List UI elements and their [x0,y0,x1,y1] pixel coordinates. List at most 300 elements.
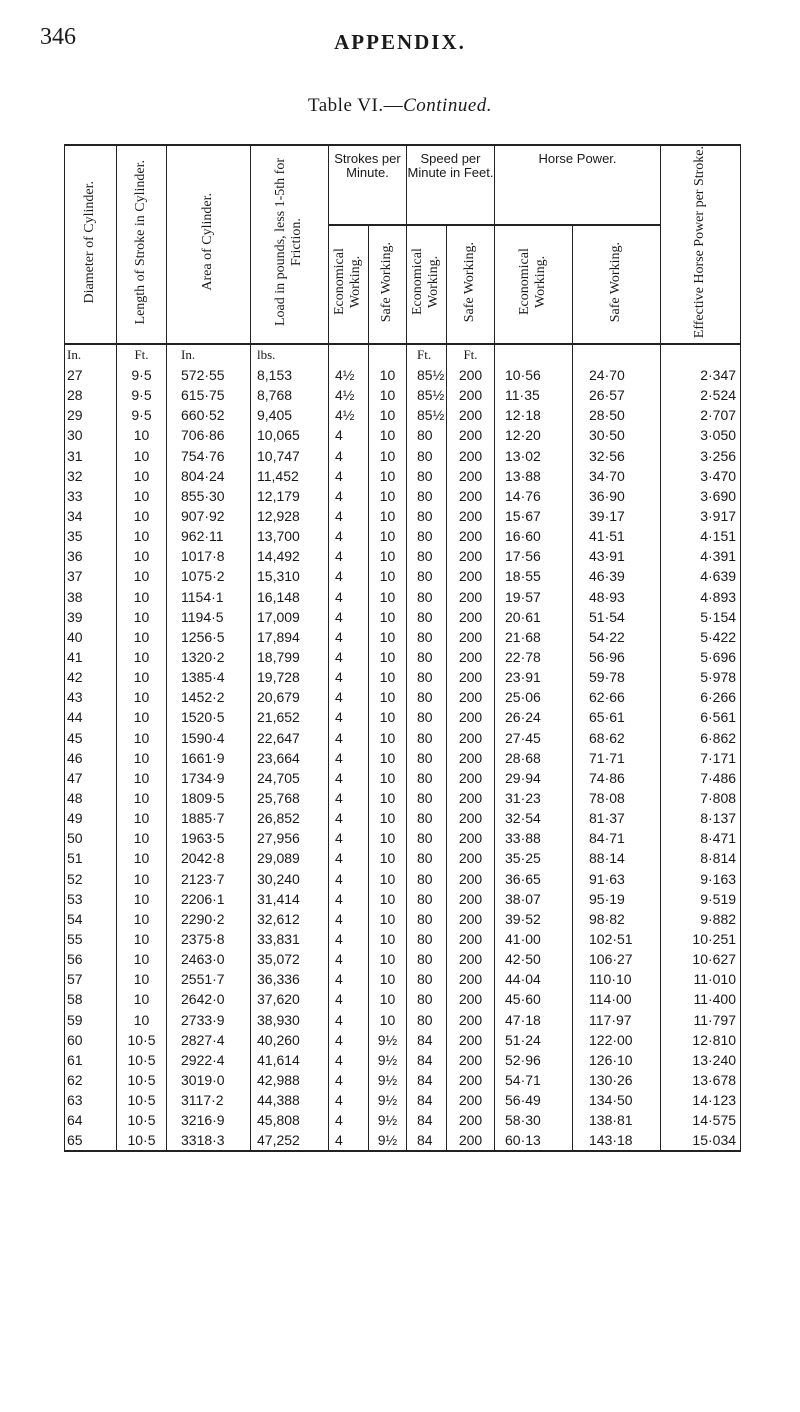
cell-diameter: 30 [65,425,117,445]
cell-effective: 14·575 [661,1110,741,1130]
cell-strokes-economical: 4 [329,1130,369,1151]
header-area-label: Area of Cylinder. [200,193,216,291]
cell-speed-safe: 200 [447,728,495,748]
table-row [65,808,741,828]
cell-effective: 7·808 [661,788,741,808]
table-row [65,627,741,647]
cell-load: 40,260 [251,1030,329,1050]
cell-load: 8,768 [251,385,329,405]
horse-power-table [64,144,741,1152]
cell-length: 9·5 [117,405,167,425]
cell-speed-economical: 85½ [407,385,447,405]
cell-area: 706·86 [167,425,251,445]
cell-load: 36,336 [251,969,329,989]
cell-effective: 8·814 [661,848,741,868]
cell-hp-economical: 11·35 [495,385,573,405]
cell-strokes-safe: 10 [369,728,407,748]
cell-length: 10 [117,989,167,1009]
cell-hp-economical: 47·18 [495,1010,573,1030]
cell-area: 3318·3 [167,1130,251,1151]
cell-hp-safe: 71·71 [573,748,661,768]
cell-length: 10 [117,909,167,929]
cell-area: 1017·8 [167,546,251,566]
cell-strokes-economical: 4 [329,546,369,566]
cell-hp-safe: 130·26 [573,1070,661,1090]
cell-diameter: 39 [65,607,117,627]
cell-diameter: 45 [65,728,117,748]
cell-load: 20,679 [251,687,329,707]
cell-effective: 5·696 [661,647,741,667]
table-row [65,506,741,526]
header-strokes-safe [369,225,407,344]
cell-load: 27,956 [251,828,329,848]
cell-speed-economical: 84 [407,1070,447,1090]
cell-strokes-economical: 4 [329,1010,369,1030]
cell-area: 1256·5 [167,627,251,647]
cell-speed-economical: 80 [407,566,447,586]
cell-speed-safe: 200 [447,768,495,788]
cell-load: 10,747 [251,446,329,466]
cell-area: 1963·5 [167,828,251,848]
cell-hp-safe: 84·71 [573,828,661,848]
header-area [167,145,251,344]
cell-speed-safe: 200 [447,587,495,607]
cell-hp-safe: 102·51 [573,929,661,949]
header-length [117,145,167,344]
cell-hp-safe: 24·70 [573,365,661,385]
unit-speed-safe: Ft. [447,344,495,365]
cell-diameter: 28 [65,385,117,405]
cell-diameter: 34 [65,506,117,526]
cell-strokes-safe: 10 [369,385,407,405]
cell-length: 10·5 [117,1070,167,1090]
cell-speed-economical: 80 [407,647,447,667]
cell-strokes-economical: 4 [329,627,369,647]
header-strokes-group: Strokes per Minute. [329,145,407,225]
cell-diameter: 37 [65,566,117,586]
cell-speed-safe: 200 [447,385,495,405]
cell-strokes-economical: 4 [329,768,369,788]
cell-load: 25,768 [251,788,329,808]
cell-area: 855·30 [167,486,251,506]
table-title [0,95,800,117]
cell-strokes-economical: 4 [329,748,369,768]
cell-diameter: 52 [65,869,117,889]
cell-strokes-safe: 10 [369,848,407,868]
cell-effective: 11·400 [661,989,741,1009]
cell-strokes-safe: 9½ [369,1090,407,1110]
cell-speed-safe: 200 [447,486,495,506]
cell-load: 37,620 [251,989,329,1009]
cell-hp-economical: 58·30 [495,1110,573,1130]
cell-load: 8,153 [251,365,329,385]
cell-hp-safe: 62·66 [573,687,661,707]
cell-speed-safe: 200 [447,425,495,445]
cell-area: 962·11 [167,526,251,546]
table-row [65,667,741,687]
cell-speed-economical: 80 [407,607,447,627]
header-speed-economical-label: Economical Working. [410,248,442,316]
table-row [65,889,741,909]
cell-strokes-safe: 10 [369,587,407,607]
cell-effective: 12·810 [661,1030,741,1050]
cell-speed-economical: 80 [407,707,447,727]
table-row [65,1130,741,1151]
header-diameter-label: Diameter of Cylinder. [82,180,98,304]
cell-diameter: 49 [65,808,117,828]
cell-strokes-safe: 10 [369,425,407,445]
cell-load: 26,852 [251,808,329,828]
table-row [65,969,741,989]
cell-diameter: 55 [65,929,117,949]
cell-hp-economical: 32·54 [495,808,573,828]
cell-strokes-safe: 10 [369,808,407,828]
cell-effective: 2·347 [661,365,741,385]
cell-hp-economical: 26·24 [495,707,573,727]
cell-hp-economical: 17·56 [495,546,573,566]
cell-speed-safe: 200 [447,808,495,828]
table-title-continued: Continued. [403,95,493,116]
table-row [65,1050,741,1070]
cell-hp-economical: 13·88 [495,466,573,486]
unit-area: In. [167,344,251,365]
cell-hp-safe: 122·00 [573,1030,661,1050]
cell-speed-safe: 200 [447,566,495,586]
running-head: APPENDIX. [334,30,466,54]
table-row [65,466,741,486]
cell-speed-economical: 80 [407,546,447,566]
cell-speed-economical: 80 [407,526,447,546]
cell-area: 804·24 [167,466,251,486]
cell-area: 2042·8 [167,848,251,868]
cell-speed-economical: 80 [407,466,447,486]
cell-hp-safe: 41·51 [573,526,661,546]
header-speed-group: Speed per Minute in Feet. [407,145,495,225]
cell-length: 10 [117,889,167,909]
cell-length: 10 [117,647,167,667]
cell-hp-safe: 68·62 [573,728,661,748]
cell-speed-safe: 200 [447,748,495,768]
cell-speed-safe: 200 [447,828,495,848]
data-table-container [64,144,740,1152]
cell-hp-economical: 44·04 [495,969,573,989]
table-row [65,486,741,506]
cell-length: 10 [117,929,167,949]
cell-strokes-economical: 4 [329,667,369,687]
cell-load: 44,388 [251,1090,329,1110]
cell-length: 10 [117,566,167,586]
cell-effective: 3·917 [661,506,741,526]
cell-hp-safe: 48·93 [573,587,661,607]
cell-strokes-economical: 4½ [329,365,369,385]
table-row [65,909,741,929]
table-row [65,869,741,889]
cell-strokes-safe: 10 [369,566,407,586]
cell-strokes-economical: 4 [329,929,369,949]
cell-speed-safe: 200 [447,1010,495,1030]
cell-strokes-economical: 4 [329,466,369,486]
cell-speed-safe: 200 [447,667,495,687]
cell-strokes-safe: 10 [369,506,407,526]
table-body [65,344,741,1151]
cell-speed-economical: 80 [407,667,447,687]
cell-strokes-economical: 4 [329,828,369,848]
cell-speed-economical: 84 [407,1110,447,1130]
cell-effective: 9·519 [661,889,741,909]
cell-area: 1452·2 [167,687,251,707]
cell-hp-safe: 114·00 [573,989,661,1009]
cell-strokes-economical: 4 [329,728,369,748]
cell-strokes-economical: 4 [329,647,369,667]
cell-hp-safe: 39·17 [573,506,661,526]
cell-length: 10 [117,466,167,486]
cell-hp-economical: 29·94 [495,768,573,788]
cell-length: 10 [117,748,167,768]
cell-hp-safe: 30·50 [573,425,661,445]
table-row [65,748,741,768]
cell-strokes-economical: 4 [329,949,369,969]
cell-effective: 7·486 [661,768,741,788]
cell-speed-economical: 80 [407,687,447,707]
cell-effective: 6·266 [661,687,741,707]
cell-strokes-economical: 4 [329,1110,369,1130]
cell-diameter: 53 [65,889,117,909]
cell-diameter: 40 [65,627,117,647]
cell-diameter: 60 [65,1030,117,1050]
cell-effective: 15·034 [661,1130,741,1151]
header-length-label: Length of Stroke in Cylinder. [133,159,149,325]
cell-diameter: 63 [65,1090,117,1110]
cell-effective: 2·524 [661,385,741,405]
cell-strokes-economical: 4 [329,989,369,1009]
cell-hp-economical: 60·13 [495,1130,573,1151]
cell-area: 2463·0 [167,949,251,969]
header-strokes-safe-label: Safe Working. [379,241,395,323]
cell-strokes-safe: 10 [369,828,407,848]
cell-speed-safe: 200 [447,506,495,526]
cell-strokes-safe: 10 [369,365,407,385]
cell-effective: 6·561 [661,707,741,727]
cell-strokes-economical: 4 [329,1090,369,1110]
cell-hp-economical: 27·45 [495,728,573,748]
cell-strokes-safe: 10 [369,667,407,687]
cell-hp-safe: 51·54 [573,607,661,627]
cell-strokes-economical: 4 [329,707,369,727]
cell-length: 10 [117,607,167,627]
cell-speed-economical: 84 [407,1090,447,1110]
cell-load: 30,240 [251,869,329,889]
cell-length: 10 [117,627,167,647]
table-row [65,707,741,727]
table-row [65,446,741,466]
table-row [65,728,741,748]
cell-hp-safe: 43·91 [573,546,661,566]
cell-effective: 4·391 [661,546,741,566]
cell-speed-economical: 80 [407,989,447,1009]
cell-strokes-economical: 4 [329,788,369,808]
cell-length: 10 [117,546,167,566]
cell-hp-safe: 88·14 [573,848,661,868]
cell-hp-economical: 12·18 [495,405,573,425]
cell-speed-economical: 80 [407,587,447,607]
cell-diameter: 58 [65,989,117,1009]
cell-length: 9·5 [117,385,167,405]
cell-strokes-economical: 4 [329,1050,369,1070]
cell-diameter: 29 [65,405,117,425]
cell-load: 31,414 [251,889,329,909]
cell-diameter: 61 [65,1050,117,1070]
cell-area: 1734·9 [167,768,251,788]
cell-strokes-safe: 10 [369,869,407,889]
cell-effective: 3·050 [661,425,741,445]
cell-diameter: 41 [65,647,117,667]
table-row [65,768,741,788]
cell-effective: 5·422 [661,627,741,647]
cell-speed-economical: 84 [407,1130,447,1151]
cell-diameter: 38 [65,587,117,607]
page-number: 346 [40,24,76,50]
cell-strokes-safe: 9½ [369,1110,407,1130]
cell-hp-economical: 20·61 [495,607,573,627]
cell-diameter: 65 [65,1130,117,1151]
cell-strokes-safe: 10 [369,466,407,486]
cell-area: 3117·2 [167,1090,251,1110]
cell-diameter: 46 [65,748,117,768]
cell-area: 2290·2 [167,909,251,929]
cell-effective: 13·678 [661,1070,741,1090]
cell-speed-safe: 200 [447,446,495,466]
cell-hp-economical: 54·71 [495,1070,573,1090]
cell-strokes-safe: 10 [369,546,407,566]
cell-effective: 4·639 [661,566,741,586]
cell-area: 1590·4 [167,728,251,748]
cell-strokes-economical: 4 [329,446,369,466]
cell-effective: 3·470 [661,466,741,486]
cell-strokes-safe: 9½ [369,1030,407,1050]
table-row [65,647,741,667]
header-speed-safe-label: Safe Working. [462,241,478,323]
table-row [65,828,741,848]
cell-strokes-safe: 10 [369,1010,407,1030]
cell-hp-economical: 35·25 [495,848,573,868]
cell-effective: 4·893 [661,587,741,607]
cell-diameter: 54 [65,909,117,929]
table-row [65,405,741,425]
cell-strokes-safe: 10 [369,687,407,707]
cell-length: 10 [117,1010,167,1030]
cell-effective: 5·154 [661,607,741,627]
header-effective-label: Effective Horse Power per Stroke. [692,145,708,339]
header-diameter [65,145,117,344]
cell-speed-safe: 200 [447,929,495,949]
cell-diameter: 64 [65,1110,117,1130]
cell-length: 10 [117,808,167,828]
cell-strokes-safe: 9½ [369,1070,407,1090]
cell-load: 18,799 [251,647,329,667]
cell-hp-safe: 28·50 [573,405,661,425]
cell-speed-economical: 85½ [407,405,447,425]
cell-speed-safe: 200 [447,707,495,727]
cell-effective: 14·123 [661,1090,741,1110]
cell-length: 10 [117,728,167,748]
cell-effective: 3·690 [661,486,741,506]
cell-speed-economical: 80 [407,969,447,989]
cell-strokes-safe: 10 [369,768,407,788]
cell-hp-economical: 25·06 [495,687,573,707]
cell-effective: 8·137 [661,808,741,828]
cell-length: 10·5 [117,1050,167,1070]
table-row [65,848,741,868]
header-effective [661,145,741,344]
cell-hp-safe: 36·90 [573,486,661,506]
cell-speed-safe: 200 [447,1130,495,1151]
cell-load: 29,089 [251,848,329,868]
header-strokes-economical-label: Economical Working. [332,248,364,316]
cell-diameter: 44 [65,707,117,727]
cell-strokes-safe: 10 [369,707,407,727]
cell-effective: 5·978 [661,667,741,687]
cell-length: 10·5 [117,1090,167,1110]
cell-length: 10·5 [117,1030,167,1050]
unit-diameter: In. [65,344,117,365]
table-row [65,949,741,969]
table-row [65,365,741,385]
cell-speed-safe: 200 [447,405,495,425]
cell-length: 10 [117,446,167,466]
cell-load: 47,252 [251,1130,329,1151]
cell-speed-safe: 200 [447,1110,495,1130]
table-header [65,145,741,344]
cell-strokes-safe: 10 [369,949,407,969]
cell-strokes-economical: 4 [329,486,369,506]
cell-speed-safe: 200 [447,909,495,929]
cell-length: 10 [117,828,167,848]
cell-diameter: 27 [65,365,117,385]
cell-area: 3216·9 [167,1110,251,1130]
cell-strokes-economical: 4 [329,526,369,546]
cell-strokes-economical: 4 [329,425,369,445]
cell-hp-economical: 31·23 [495,788,573,808]
header-load-label: Load in pounds, less 1-5th for Friction. [273,158,305,326]
cell-speed-economical: 80 [407,506,447,526]
cell-load: 38,930 [251,1010,329,1030]
cell-hp-economical: 28·68 [495,748,573,768]
cell-hp-safe: 56·96 [573,647,661,667]
cell-speed-safe: 200 [447,647,495,667]
cell-speed-safe: 200 [447,1030,495,1050]
cell-speed-safe: 200 [447,546,495,566]
cell-speed-safe: 200 [447,627,495,647]
cell-length: 9·5 [117,365,167,385]
cell-hp-safe: 126·10 [573,1050,661,1070]
cell-load: 35,072 [251,949,329,969]
cell-length: 10 [117,788,167,808]
cell-hp-safe: 143·18 [573,1130,661,1151]
cell-load: 19,728 [251,667,329,687]
cell-strokes-safe: 10 [369,647,407,667]
cell-area: 615·75 [167,385,251,405]
cell-strokes-economical: 4 [329,687,369,707]
cell-speed-safe: 200 [447,607,495,627]
cell-load: 22,647 [251,728,329,748]
table-row [65,687,741,707]
cell-hp-safe: 95·19 [573,889,661,909]
table-row [65,1110,741,1130]
table-title-main: Table VI.— [307,95,404,116]
cell-load: 32,612 [251,909,329,929]
cell-effective: 7·171 [661,748,741,768]
cell-effective: 3·256 [661,446,741,466]
